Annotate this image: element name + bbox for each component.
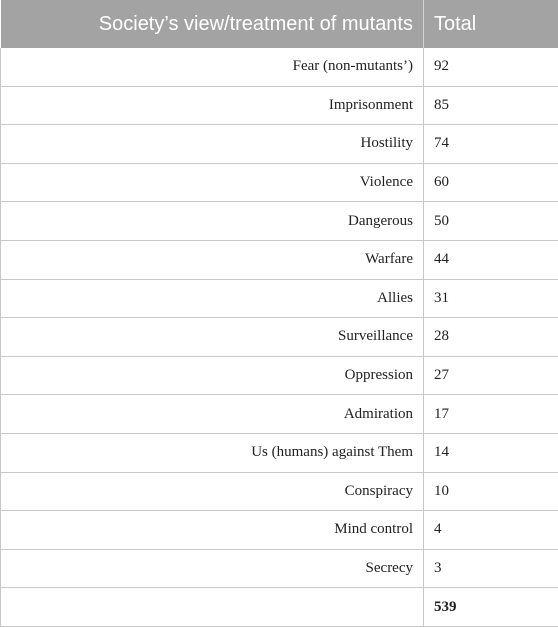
- row-label: Admiration: [1, 395, 424, 434]
- table-row: [1, 279, 558, 318]
- table-row: [1, 395, 558, 434]
- table-row: [1, 318, 558, 357]
- table-row: [1, 86, 558, 125]
- table-row: [1, 240, 558, 279]
- table-row: [1, 125, 558, 164]
- table-row: [1, 549, 558, 588]
- row-value: 28: [424, 318, 558, 357]
- total-label: [1, 588, 424, 627]
- table-row: [1, 202, 558, 241]
- row-value: 50: [424, 202, 558, 241]
- row-value: 27: [424, 356, 558, 395]
- row-label: Mind control: [1, 511, 424, 550]
- row-value: 85: [424, 86, 558, 125]
- row-value: 4: [424, 511, 558, 550]
- row-value: 17: [424, 395, 558, 434]
- row-label: Allies: [1, 279, 424, 318]
- row-value: 31: [424, 279, 558, 318]
- table-body: [1, 48, 558, 626]
- table-row: [1, 356, 558, 395]
- row-label: Fear (non-mutants’): [1, 48, 424, 86]
- table-row: [1, 433, 558, 472]
- header-row: [1, 0, 558, 48]
- header-total: Total: [424, 0, 558, 48]
- row-label: Oppression: [1, 356, 424, 395]
- header-view-treatment: Society’s view/treatment of mutants: [1, 0, 424, 48]
- row-label: Us (humans) against Them: [1, 433, 424, 472]
- row-value: 14: [424, 433, 558, 472]
- row-value: 3: [424, 549, 558, 588]
- total-value: 539: [424, 588, 558, 627]
- row-value: 10: [424, 472, 558, 511]
- row-value: 74: [424, 125, 558, 164]
- table-row: [1, 48, 558, 86]
- row-label: Secrecy: [1, 549, 424, 588]
- total-row: [1, 588, 558, 627]
- row-value: 92: [424, 48, 558, 86]
- row-value: 60: [424, 163, 558, 202]
- row-label: Violence: [1, 163, 424, 202]
- table-row: [1, 472, 558, 511]
- row-label: Hostility: [1, 125, 424, 164]
- row-value: 44: [424, 240, 558, 279]
- row-label: Warfare: [1, 240, 424, 279]
- row-label: Conspiracy: [1, 472, 424, 511]
- table-row: [1, 163, 558, 202]
- row-label: Dangerous: [1, 202, 424, 241]
- row-label: Imprisonment: [1, 86, 424, 125]
- table-row: [1, 511, 558, 550]
- table-header: [1, 0, 558, 48]
- row-label: Surveillance: [1, 318, 424, 357]
